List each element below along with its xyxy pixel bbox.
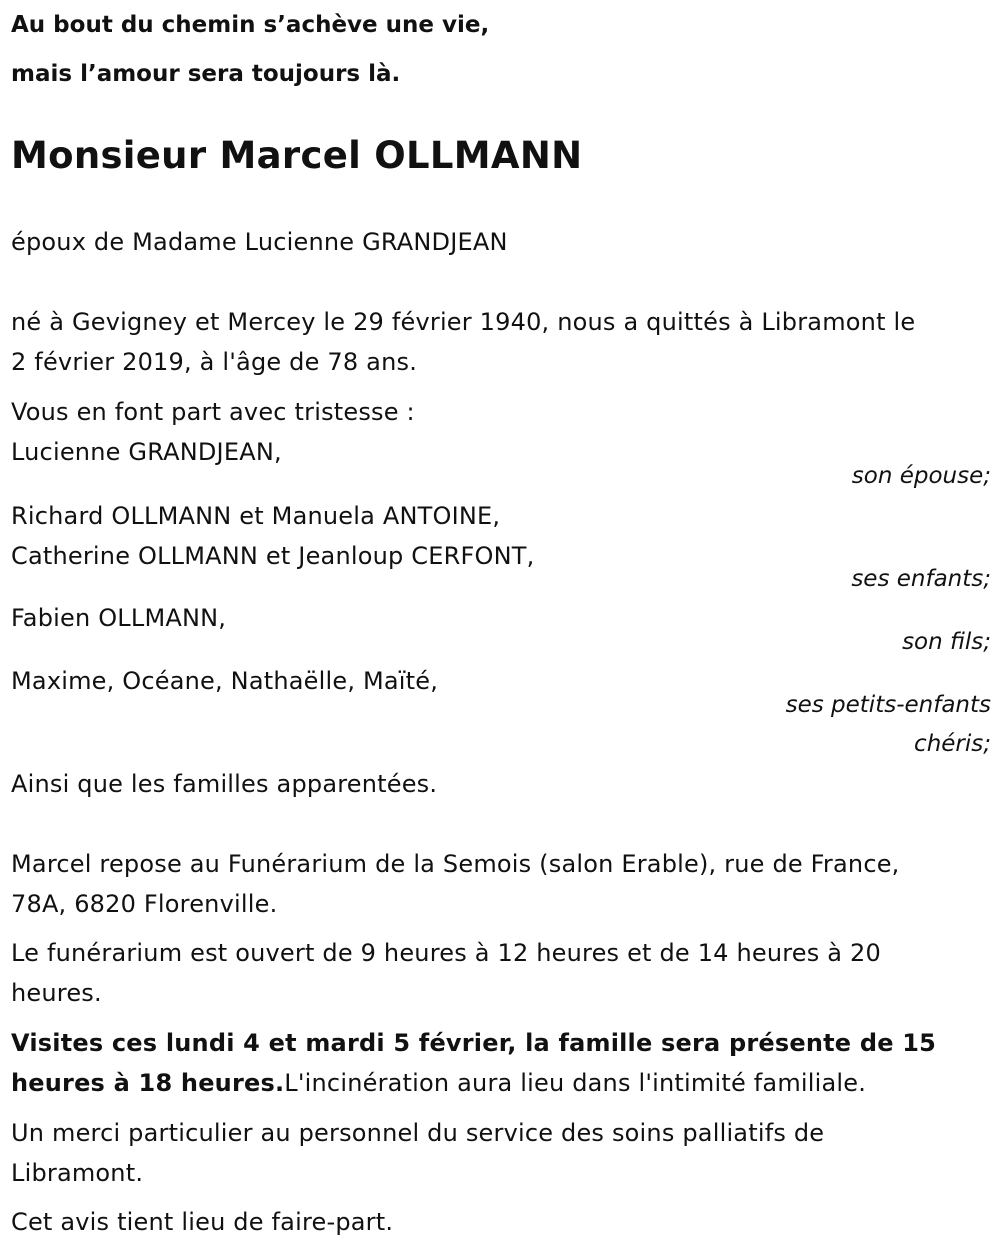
poem-line-1: Au bout du chemin s’achève une vie, — [11, 12, 490, 38]
children-role: ses enfants; — [851, 566, 991, 592]
spouse-name: Lucienne GRANDJEAN, — [11, 438, 282, 466]
cremation-note: L'incinération aura lieu dans l'intimité familiale. — [284, 1069, 867, 1097]
thanks-line-2: Libramont. — [11, 1159, 144, 1187]
hours-line-2: heures. — [11, 979, 102, 1007]
child-2: Catherine OLLMANN et Jeanloup CERFONT, — [11, 542, 535, 570]
visits-line-2 — [11, 1069, 866, 1097]
thanks-line-1: Un merci particulier au personnel du service des soins palliatifs de — [11, 1119, 825, 1147]
child-1: Richard OLLMANN et Manuela ANTOINE, — [11, 502, 501, 530]
spouse-line: époux de Madame Lucienne GRANDJEAN — [11, 228, 508, 256]
visits-line-1: Visites ces lundi 4 et mardi 5 février, la famille sera présente de 15 — [11, 1029, 937, 1057]
birth-line-2: 2 février 2019, à l'âge de 78 ans. — [11, 348, 418, 376]
relatives-line: Ainsi que les familles apparentées. — [11, 770, 438, 798]
spouse-role: son épouse; — [851, 463, 991, 489]
rest-line-1: Marcel repose au Funérarium de la Semois (salon Erable), rue de France, — [11, 850, 900, 878]
birth-line-1: né à Gevigney et Mercey le 29 février 1940, nous a quittés à Libramont le — [11, 308, 916, 336]
hours-line-1: Le funérarium est ouvert de 9 heures à 12 heures et de 14 heures à 20 — [11, 939, 881, 967]
deceased-name-title: Monsieur Marcel OLLMANN — [11, 134, 583, 177]
visits-hours-bold: heures à 18 heures. — [11, 1069, 285, 1097]
closing-line: Cet avis tient lieu de faire-part. — [11, 1208, 394, 1236]
poem-line-2: mais l’amour sera toujours là. — [11, 61, 401, 87]
grandchildren-role-1: ses petits-enfants — [785, 692, 991, 718]
son-role: son fils; — [902, 629, 991, 655]
grandchildren-names: Maxime, Océane, Nathaëlle, Maïté, — [11, 667, 439, 695]
announcement-line: Vous en font part avec tristesse : — [11, 398, 415, 426]
rest-line-2: 78A, 6820 Florenville. — [11, 890, 278, 918]
son-name: Fabien OLLMANN, — [11, 604, 227, 632]
grandchildren-role-2: chéris; — [914, 731, 991, 757]
